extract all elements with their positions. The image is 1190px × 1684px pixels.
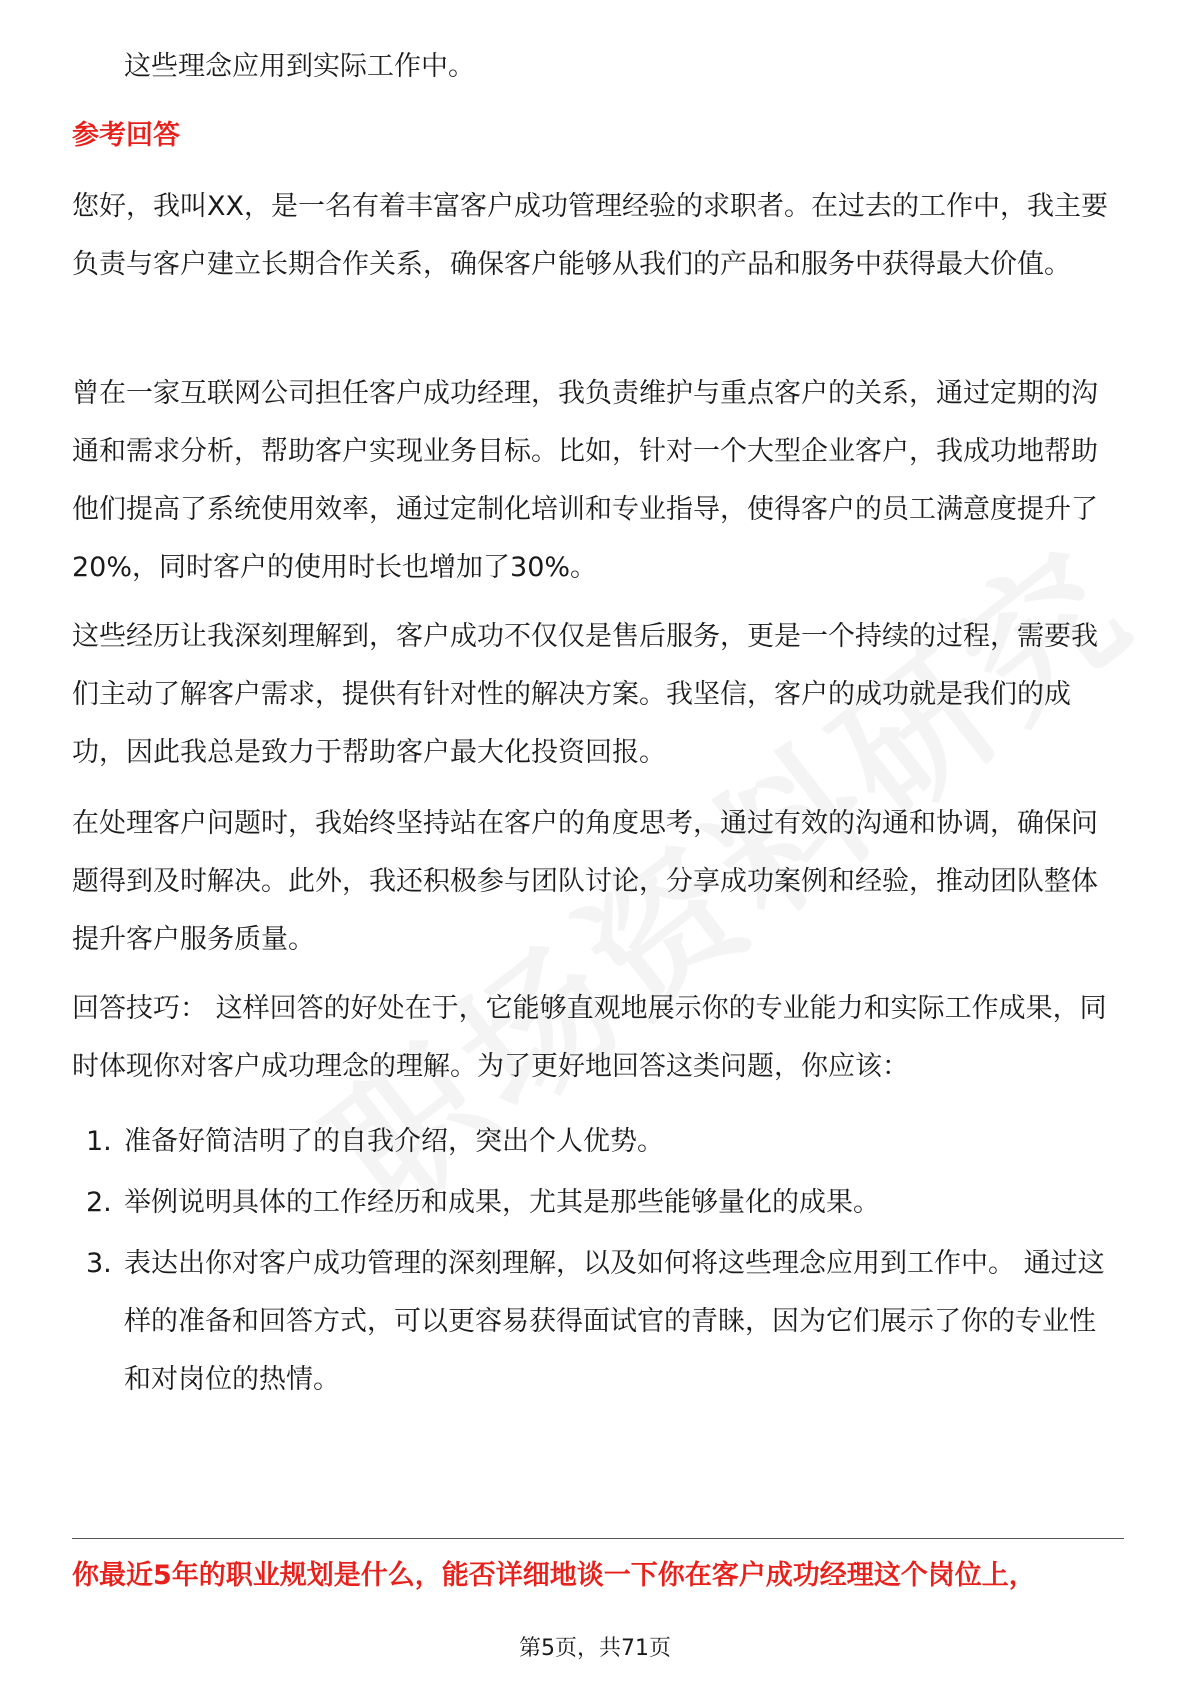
paragraph-tips-intro: 回答技巧： 这样回答的好处在于，它能够直观地展示你的专业能力和实际工作成果，同时体现你对客户成功理念的理解。为了更好地回答这类问题，你应该： <box>72 993 1107 1082</box>
list-number: 2. <box>86 1187 112 1218</box>
paragraph-understanding: 这些经历让我深刻理解到，客户成功不仅仅是售后服务，更是一个持续的过程，需要我们主动了解客户需求，提供有针对性的解决方案。我坚信，客户的成功就是我们的成功，因此我总是致力于帮助客户最大化投资回报。 <box>72 621 1098 768</box>
paragraph-problem-handling: 在处理客户问题时，我始终坚持站在客户的角度思考，通过有效的沟通和协调，确保问题得到及时解决。此外，我还积极参与团队讨论，分享成功案例和经验，推动团队整体提升客户服务质量。 <box>72 808 1098 955</box>
list-number: 1. <box>86 1126 112 1157</box>
tips-list <box>72 1113 1122 1412</box>
list-item <box>72 1174 1122 1232</box>
list-number: 3. <box>86 1248 112 1279</box>
list-item-text: 准备好简洁明了的自我介绍，突出个人优势。 <box>124 1126 664 1157</box>
continuation-text: 这些理念应用到实际工作中。 <box>124 51 475 82</box>
list-item-text: 举例说明具体的工作经历和成果，尤其是那些能够量化的成果。 <box>124 1187 880 1218</box>
list-item <box>72 1235 1122 1409</box>
section-heading: 参考回答 <box>72 120 180 151</box>
next-question-heading: 你最近5年的职业规划是什么，能否详细地谈一下你在客户成功经理这个岗位上， <box>72 1560 1036 1591</box>
list-item-text: 表达出你对客户成功管理的深刻理解，以及如何将这些理念应用到工作中。 通过这样的准备和回答方式，可以更容易获得面试官的青睐，因为它们展示了你的专业性和对岗位的热情。 <box>124 1248 1105 1395</box>
section-divider <box>72 1538 1124 1539</box>
paragraph-intro: 您好，我叫XX，是一名有着丰富客户成功管理经验的求职者。在过去的工作中，我主要负责与客户建立长期合作关系，确保客户能够从我们的产品和服务中获得最大价值。 <box>72 191 1108 280</box>
page-footer: 第5页，共71页 <box>519 1636 671 1661</box>
list-item <box>72 1113 1122 1171</box>
paragraph-experience: 曾在一家互联网公司担任客户成功经理，我负责维护与重点客户的关系，通过定期的沟通和需求分析，帮助客户实现业务目标。比如，针对一个大型企业客户，我成功地帮助他们提高了系统使用效率，通过定制化培训和专业指导，使得客户的员工满意度提升了20%，同时客户的使用时长也增加了30%。 <box>72 378 1098 583</box>
